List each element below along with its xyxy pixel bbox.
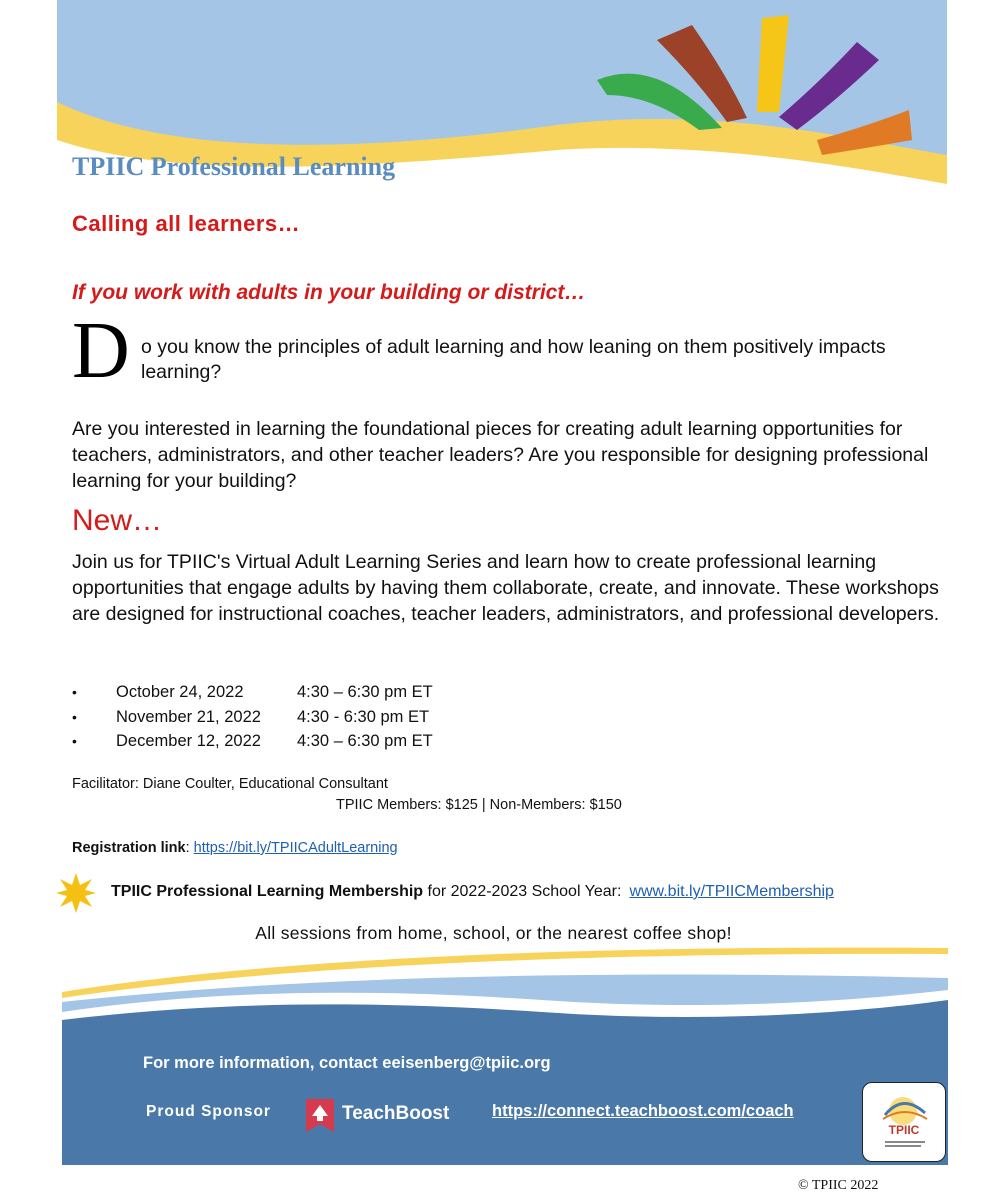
tpiic-logo-text: TPIIC (888, 1123, 920, 1137)
sponsor-link[interactable]: https://connect.teachboost.com/coach (492, 1102, 794, 1120)
starburst-icon (56, 873, 96, 913)
page-title: TPIIC Professional Learning (72, 152, 396, 181)
membership-label: TPIIC Professional Learning Membership (111, 883, 424, 900)
membership-line (111, 883, 834, 901)
tpiic-logo (862, 1082, 946, 1162)
interest-paragraph: Are you interested in learning the foundational pieces for creating adult learning opportunities for teachers, administrators, and other teacher leaders? Are you responsible for designing professional learning for your building? (72, 418, 929, 492)
session-date: November 21, 2022 (116, 707, 261, 726)
session-item (72, 705, 433, 730)
facilitator-line: Facilitator: Diane Coulter, Educational Consultant (72, 776, 388, 792)
session-item (72, 680, 433, 705)
session-time: 4:30 – 6:30 pm ET (297, 683, 433, 701)
membership-link[interactable]: www.bit.ly/TPIICMembership (629, 883, 834, 900)
bullet-icon: • (72, 684, 77, 700)
session-date: October 24, 2022 (116, 683, 244, 701)
session-dates-list (72, 680, 433, 754)
audience-subheading: If you work with adults in your building or district… (72, 281, 586, 304)
copyright-notice: © TPIIC 2022 (798, 1178, 879, 1193)
session-item (72, 729, 433, 754)
pricing-line: TPIIC Members: $125 | Non-Members: $150 (336, 797, 622, 813)
tagline: All sessions from home, school, or the nearest coffee shop! (255, 923, 732, 943)
contact-info: For more information, contact eeisenberg@tpiic.org (143, 1054, 551, 1072)
registration-label: Registration link (72, 840, 186, 856)
calling-learners-heading: Calling all learners… (72, 211, 301, 236)
proud-sponsor-label: Proud Sponsor (146, 1103, 271, 1120)
registration-separator: : (185, 840, 194, 856)
bullet-icon: • (72, 733, 77, 749)
registration-link[interactable]: https://bit.ly/TPIICAdultLearning (193, 840, 398, 856)
sponsor-name: TeachBoost (342, 1103, 450, 1124)
membership-text: for 2022-2023 School Year: (423, 883, 622, 900)
session-date: December 12, 2022 (116, 732, 261, 750)
session-time: 4:30 – 6:30 pm ET (297, 732, 433, 750)
drop-cap-letter: D (72, 307, 130, 395)
registration-line (72, 840, 398, 856)
intro-paragraph: o you know the principles of adult learning and how leaning on them positively impacts learning? (141, 336, 886, 383)
new-heading: New… (72, 504, 163, 537)
series-description-paragraph: Join us for TPIIC's Virtual Adult Learning Series and learn how to create professional learning opportunities that engage adults by having them collaborate, create, and innovate. These workshops are designed for instructional coaches, teacher leaders, administrators, and professional developers. (72, 551, 940, 625)
bullet-icon: • (72, 708, 77, 725)
session-time: 4:30 - 6:30 pm ET (297, 707, 430, 726)
footer-banner (62, 940, 948, 1165)
teachboost-logo-icon (306, 1099, 334, 1132)
